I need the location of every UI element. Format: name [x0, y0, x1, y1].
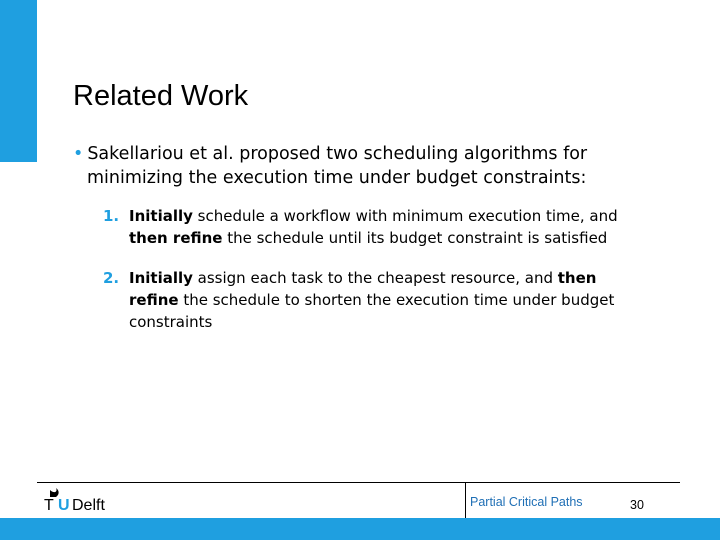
- item-text: the schedule to shorten the execution time under budget: [178, 291, 615, 309]
- main-bullet: [73, 142, 673, 190]
- item-text: constraints: [129, 313, 213, 331]
- bullet-dot: •: [73, 144, 84, 164]
- footer-bar: [0, 518, 720, 540]
- bullet-line-2: minimizing the execution time under budget constraints:: [87, 168, 587, 188]
- bullet-line-1: Sakellariou et al. proposed two scheduling algorithms for: [87, 144, 588, 164]
- bold-text: Initially: [129, 207, 193, 225]
- logo-letter-t: T: [44, 497, 54, 514]
- logo-letter-u: U: [58, 497, 70, 514]
- bold-text: refine: [129, 291, 179, 309]
- accent-bar: [0, 0, 37, 162]
- bold-text: then refine: [129, 229, 223, 247]
- page-number: 30: [630, 498, 644, 512]
- logo-delft: Delft: [72, 497, 105, 514]
- list-item: [103, 205, 663, 249]
- list-number: 1.: [103, 207, 120, 225]
- footer-rule: [37, 482, 680, 483]
- item-text: the schedule until its budget constraint is satisfied: [222, 229, 608, 247]
- footer-title: Partial Critical Paths: [470, 495, 583, 509]
- bold-text: Initially: [129, 269, 193, 287]
- slide-title: Related Work: [73, 80, 249, 112]
- tu-delft-logo: [44, 488, 124, 516]
- item-text: assign each task to the cheapest resource, and: [192, 269, 558, 287]
- item-text: schedule a workflow with minimum execution time, and: [192, 207, 618, 225]
- list-number: 2.: [103, 269, 120, 287]
- bold-text: then: [557, 269, 597, 287]
- list-item: [103, 267, 663, 333]
- footer-divider: [465, 482, 466, 518]
